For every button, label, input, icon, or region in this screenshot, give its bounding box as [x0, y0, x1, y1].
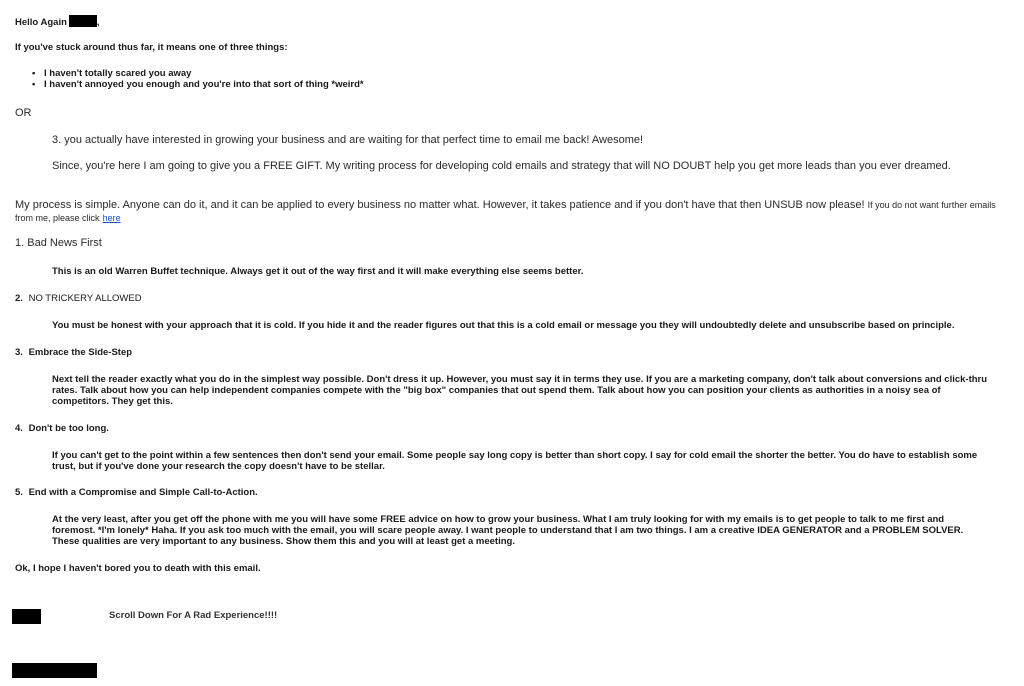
redacted-signature: [12, 609, 41, 624]
section-number: 2.: [15, 293, 23, 304]
section-body: This is an old Warren Buffet technique. Always get it out of the way first and it will make everything else seems better.: [52, 266, 584, 277]
redacted-name: [69, 15, 97, 27]
section-body: Next tell the reader exactly what you do in the simplest way possible. Don't dress it up. However, you must say it in terms they use. If you are a marketing company, don't talk about conversions and click-thru rates. Talk about how you can help independent companies compete with the "big box" companies that out spend them. Talk about how you can position your clients as authorities in a noisy sea of competitors. They get this.: [52, 374, 988, 407]
unsub-note: If you do not want further emails from me, please click: [15, 200, 996, 223]
or-label: OR: [15, 107, 32, 119]
section-heading: [15, 423, 109, 435]
section-title: NO TRICKERY ALLOWED: [28, 293, 142, 304]
section-title: Bad News First: [27, 237, 102, 249]
section-title: Don't be too long.: [28, 423, 109, 434]
redacted-footer: [12, 663, 97, 678]
process-paragraph: [15, 199, 1010, 225]
section-body: You must be honest with your approach that it is cold. If you hide it and the reader figures out that this is a cold email or message you they will undoubtedly delete and unsubscribe based on principle.: [52, 320, 955, 331]
section-number: 5.: [15, 487, 23, 498]
bullet-item: • I haven't totally scared you away: [32, 68, 364, 79]
section-number: 1.: [15, 237, 25, 249]
process-text: My process is simple. Anyone can do it, and it can be applied to every business no matter what. However, it takes patience and if you don't have that then UNSUB now please!: [15, 199, 865, 211]
closing-text: Ok, I hope I haven't bored you to death with this email.: [15, 563, 261, 574]
section-number: 3.: [15, 347, 23, 358]
scroll-prompt: Scroll Down For A Rad Experience!!!!: [109, 610, 278, 621]
greeting-line: [15, 15, 100, 29]
free-gift-paragraph: Since, you're here I am going to give you a FREE GIFT. My writing process for developing cold emails and strategy that will NO DOUBT help you get more leads than you ever dreamed.: [52, 160, 951, 172]
section-heading: [15, 237, 102, 250]
greeting-text: Hello Again: [15, 17, 67, 28]
section-title: End with a Compromise and Simple Call-to-Action.: [28, 487, 258, 498]
bullet-item: • I haven't annoyed you enough and you're into that sort of thing *weird*: [32, 79, 364, 90]
section-title: Embrace the Side-Step: [28, 347, 133, 358]
section-body: If you can't get to the point within a few sentences then don't send your email. Some people say long copy is better than short copy. I say for cold email the shorter the better. You do have to establish some trust, but if you've done your research the copy doesn't have to be stellar.: [52, 450, 978, 472]
greeting-punct: ,: [96, 17, 100, 28]
bullet-list: [32, 68, 364, 90]
intro-text: If you've stuck around thus far, it means one of three things:: [15, 42, 288, 53]
section-heading: [15, 293, 142, 305]
section-body: At the very least, after you get off the phone with me you will have some FREE advice on how to grow your business. What I am truly looking for with my emails is to get people to talk to me first and foremost. *I'm lonely* Haha. If you ask too much with the email, you will scare people away. I want people to understand that I am two things. I am a creative IDEA GENERATOR and a PROBLEM SOLVER. These qualities are very important to any business. Show them this and you will at least get a meeting.: [52, 514, 964, 547]
section-heading: [15, 487, 258, 499]
point-three: 3. you actually have interested in growing your business and are waiting for that perfect time to email me back! Awesome!: [52, 134, 644, 146]
section-number: 4.: [15, 423, 23, 434]
unsub-link[interactable]: here: [102, 213, 121, 223]
section-heading: [15, 347, 132, 359]
